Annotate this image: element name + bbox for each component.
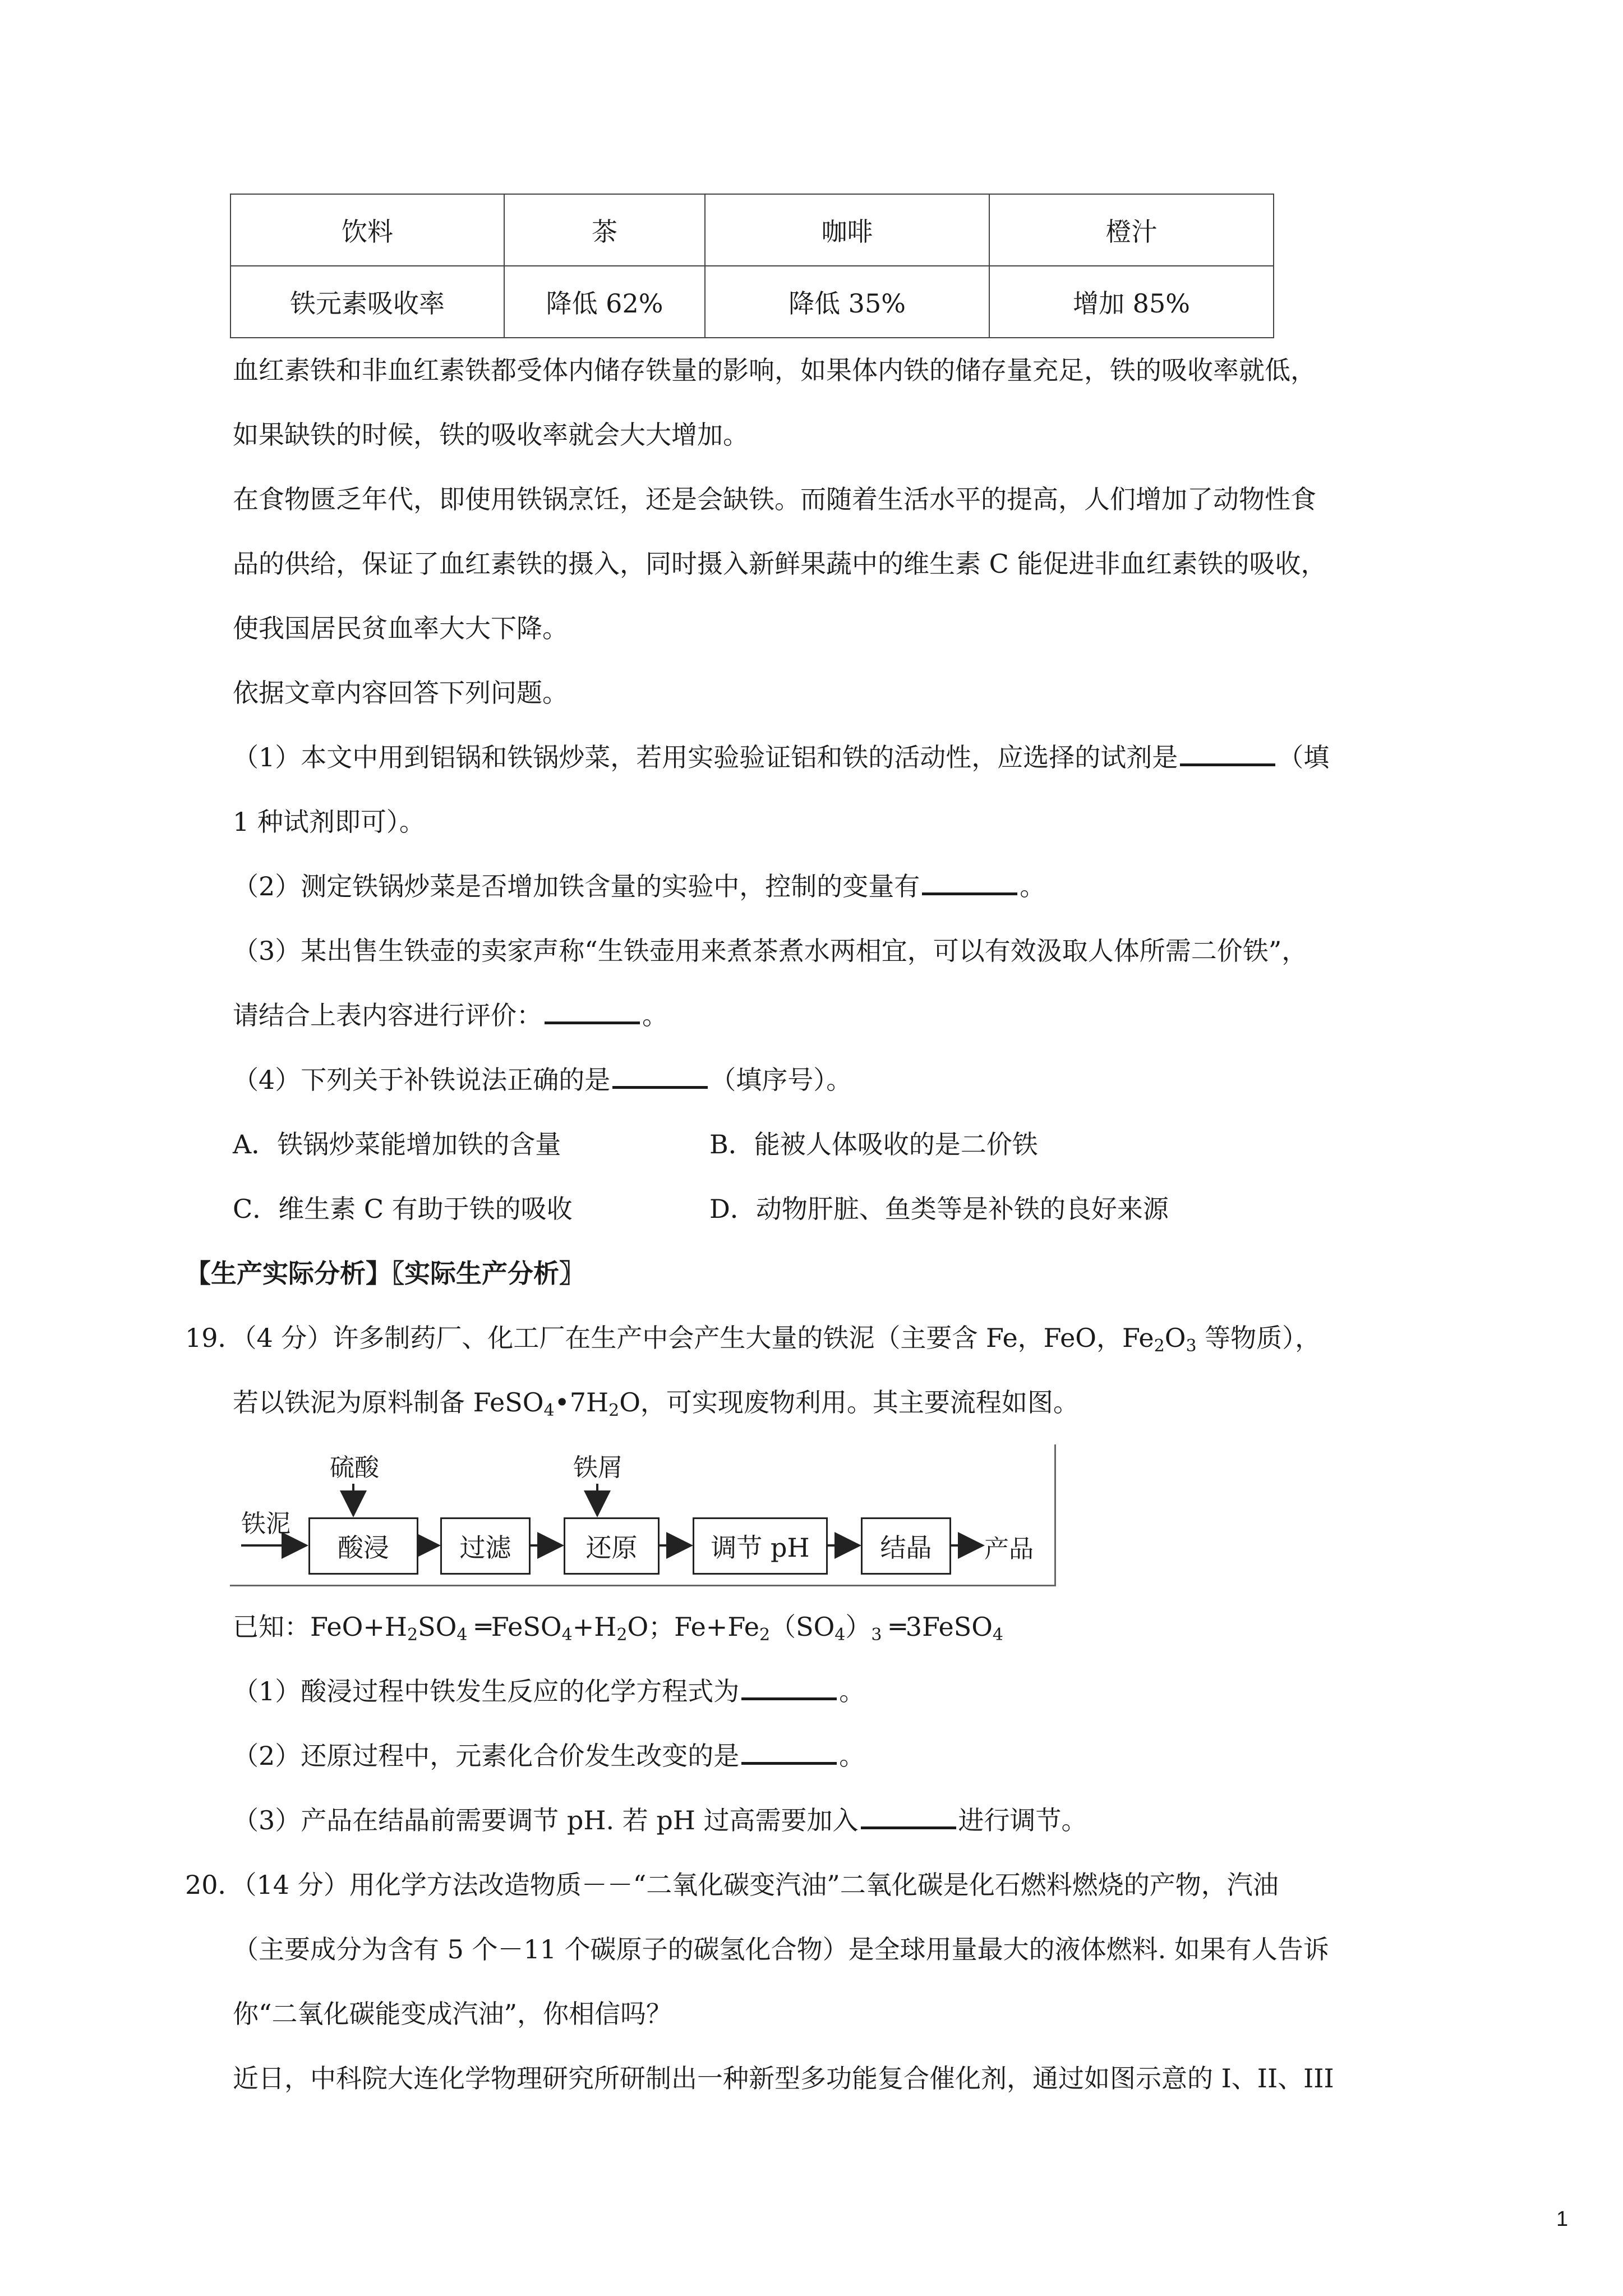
question-1-line: （1）本文中用到铝锅和铁锅炒菜，若用实验验证铝和铁的活动性，应选择的试剂是 （填 bbox=[233, 742, 1330, 772]
table-row bbox=[230, 266, 1274, 338]
question-20-line: 20．（14 分）用化学方法改造物质－－“二氧化碳变汽油”二氧化碳是化石燃料燃烧的产物，汽油 bbox=[185, 1870, 1279, 1900]
option-b[interactable]: B．能被人体吸收的是二价铁 bbox=[709, 1129, 1038, 1159]
table-cell: 铁元素吸收率 bbox=[230, 266, 504, 338]
question-19-continuation: 若以铁泥为原料制备 $FeSO_4•7H_2O$，可实现废物利用。其主要流程如图。 bbox=[233, 1387, 1079, 1420]
table-header-row bbox=[230, 194, 1274, 266]
question-20-line: 近日，中科院大连化学物理研究所研制出一种新型多功能复合催化剂，通过如图示意的 I、II、III bbox=[233, 2063, 1334, 2093]
answer-blank[interactable] bbox=[922, 870, 1017, 895]
question-19-1: （1）酸浸过程中铁发生反应的化学方程式为 。 bbox=[233, 1676, 865, 1706]
known-reactions: 已知：$FeO+H_2SO_4$ $═FeSO_4+H_2O$；$Fe+Fe_2(SO_4)_3$ ═3FeSO$_4$ bbox=[233, 1612, 1004, 1645]
paragraph-line: 使我国居民贫血率大大下降。 bbox=[233, 613, 568, 643]
flow-output-label: 产品 bbox=[984, 1535, 1034, 1563]
question-20-line: 你“二氧化碳能变成汽油”，你相信吗？ bbox=[233, 1999, 672, 2029]
page-number: 1 bbox=[1556, 2207, 1569, 2231]
question-19-line: 19．（4 分）许多制药厂、化工厂在生产中会产生大量的铁泥（主要含 Fe，FeO，$Fe_2O_3$ 等物质）， bbox=[185, 1323, 1321, 1356]
iron-absorption-table bbox=[230, 194, 1274, 338]
flow-step-acid-leach: 酸浸 bbox=[308, 1517, 418, 1575]
table-cell: 咖啡 bbox=[705, 194, 989, 266]
answer-blank[interactable] bbox=[1180, 741, 1275, 766]
question-19-2: （2）还原过程中，元素化合价发生改变的是 。 bbox=[233, 1741, 865, 1771]
paragraph-line: 血红素铁和非血红素铁都受体内储存铁量的影响，如果体内铁的储存量充足，铁的吸收率就低， bbox=[233, 355, 1316, 385]
question-4-line: （4）下列关于补铁说法正确的是 （填序号）。 bbox=[233, 1065, 852, 1095]
answer-blank[interactable] bbox=[741, 1675, 837, 1700]
table-cell: 橙汁 bbox=[989, 194, 1274, 266]
process-flow-diagram bbox=[230, 1444, 1056, 1586]
answer-blank[interactable] bbox=[545, 999, 640, 1024]
question-1-continuation: 1 种试剂即可）。 bbox=[233, 807, 425, 837]
table-cell: 增加 85% bbox=[989, 266, 1274, 338]
table-cell: 饮料 bbox=[230, 194, 504, 266]
paragraph-line: 依据文章内容回答下列问题。 bbox=[233, 678, 568, 708]
table-cell: 茶 bbox=[504, 194, 705, 266]
answer-blank[interactable] bbox=[612, 1064, 708, 1089]
question-19-3: （3）产品在结晶前需要调节 pH. 若 pH 过高需要加入 进行调节。 bbox=[233, 1805, 1087, 1835]
question-3-continuation: 请结合上表内容进行评价： 。 bbox=[233, 1000, 668, 1030]
option-d[interactable]: D．动物肝脏、鱼类等是补铁的良好来源 bbox=[709, 1194, 1169, 1224]
paragraph-line: 品的供给，保证了血红素铁的摄入，同时摄入新鲜果蔬中的维生素 C 能促进非血红素铁的吸收， bbox=[233, 549, 1327, 579]
answer-blank[interactable] bbox=[861, 1804, 956, 1829]
paragraph-line: 如果缺铁的时候，铁的吸收率就会大大增加。 bbox=[233, 420, 749, 450]
section-heading: 【生产实际分析】〖实际生产分析〗 bbox=[185, 1258, 585, 1289]
question-20-line: （主要成分为含有 5 个－11 个碳原子的碳氢化合物）是全球用量最大的液体燃料. 如果有人告诉 bbox=[233, 1934, 1329, 1964]
flow-reagent-sulfuric-acid: 硫酸 bbox=[330, 1453, 379, 1482]
table-cell: 降低 35% bbox=[705, 266, 989, 338]
flow-step-crystallize: 结晶 bbox=[861, 1517, 951, 1575]
table-cell: 降低 62% bbox=[504, 266, 705, 338]
option-c[interactable]: C．维生素 C 有助于铁的吸收 bbox=[233, 1194, 573, 1224]
question-2-line: （2）测定铁锅炒菜是否增加铁含量的实验中，控制的变量有 。 bbox=[233, 871, 1046, 901]
flow-step-adjust-ph: 调节 pH bbox=[693, 1517, 828, 1575]
question-3-line: （3）某出售生铁壶的卖家声称“生铁壶用来煮茶煮水两相宜，可以有效汲取人体所需二价铁”， bbox=[233, 936, 1308, 966]
flow-step-filter: 过滤 bbox=[440, 1517, 531, 1575]
paragraph-line: 在食物匮乏年代，即使用铁锅烹饪，还是会缺铁。而随着生活水平的提高，人们增加了动物性食 bbox=[233, 484, 1316, 514]
answer-blank[interactable] bbox=[741, 1740, 837, 1765]
flow-reagent-iron-filings: 铁屑 bbox=[573, 1453, 623, 1482]
flow-input-label: 铁泥 bbox=[241, 1510, 291, 1538]
option-a[interactable]: A．铁锅炒菜能增加铁的含量 bbox=[233, 1129, 561, 1159]
flow-step-reduce: 还原 bbox=[564, 1517, 660, 1575]
